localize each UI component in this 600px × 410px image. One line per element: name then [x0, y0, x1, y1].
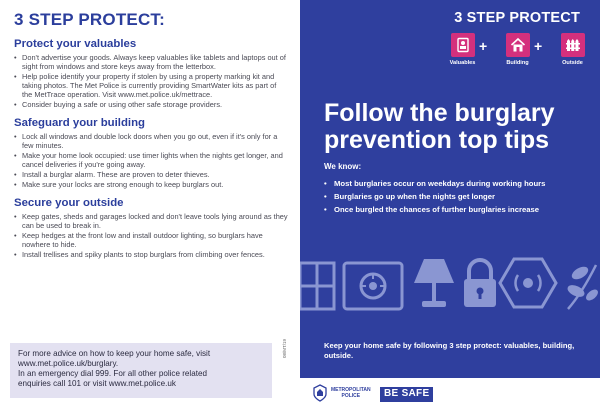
lamp-icon: [414, 259, 454, 307]
bullet-item: • Consider buying a safe or using other safe storage providers.: [14, 100, 288, 109]
three-step-icons: [445, 33, 590, 81]
met-police-logo: [312, 384, 371, 402]
headline-line: prevention top tips: [324, 126, 549, 154]
bullet-list: [14, 53, 288, 109]
step-label: Valuables: [449, 60, 476, 66]
closing-text: Keep your home safe by following 3 step protect: valuables, building, outside.: [324, 341, 575, 360]
advice-line: In an emergency dial 999. For all other police related: [18, 369, 207, 378]
house-icon: [506, 33, 530, 57]
bullet-item: • Keep gates, sheds and garages locked and don't leave tools lying around as they can be used to break in.: [14, 212, 288, 230]
step-valuables: [445, 33, 480, 66]
fact-item: • Burglaries go up when the nights get longer: [324, 192, 564, 202]
met-line: METROPOLITAN: [331, 387, 371, 393]
valuables-icon: [451, 33, 475, 57]
facts-list: [324, 179, 564, 218]
advice-box: [10, 343, 272, 398]
we-know-label: We know:: [324, 162, 362, 171]
bullet-list: [14, 132, 288, 189]
section-valuables: [14, 38, 288, 109]
fact-item: • Once burgled the chances of further burglaries increase: [324, 205, 564, 215]
step-label: Outside: [562, 60, 583, 66]
be-safe-logo: BE SAFE: [380, 387, 433, 402]
step-building: [500, 33, 535, 66]
fence-icon: [561, 33, 585, 57]
safe-icon: [344, 263, 402, 309]
met-line: POLICE: [341, 393, 361, 399]
step-outside: [555, 33, 590, 66]
bullet-item: • Install trellises and spiky plants to stop burglars from climbing over fences.: [14, 250, 288, 259]
section-building: [14, 117, 288, 189]
section-heading: Safeguard your building: [14, 117, 145, 130]
bullet-item: • Make sure your locks are strong enough to keep burglars out.: [14, 180, 288, 189]
bullet-list: [14, 212, 288, 259]
crest-icon: [312, 384, 328, 402]
headline-line: Follow the burglary: [324, 99, 555, 127]
section-heading: Protect your valuables: [14, 38, 137, 50]
met-police-wordmark: [331, 387, 371, 399]
fact-item: • Most burglaries occur on weekdays during working hours: [324, 179, 564, 189]
plus-icon: +: [534, 38, 543, 54]
right-panel: [300, 0, 600, 410]
alarm-icon: [500, 259, 556, 307]
section-outside: [14, 197, 288, 259]
bullet-item: • Don't advertise your goods. Always keep valuables like tablets and laptops out of sight from windows and store keys away from the letterbox.: [14, 53, 288, 71]
step-label: Building: [506, 60, 529, 66]
footer: [300, 378, 600, 410]
section-heading: Secure your outside: [14, 196, 124, 209]
plus-icon: +: [479, 38, 488, 54]
security-illustrations: [300, 253, 600, 313]
plant-icon: [566, 264, 600, 309]
lock-icon: [464, 260, 496, 307]
left-title: 3 STEP PROTECT:: [14, 10, 165, 29]
advice-line: enquiries call 101 or visit www.met.police.uk: [18, 379, 176, 388]
advice-line: For more advice on how to keep your home safe, visit: [18, 349, 211, 358]
advice-link[interactable]: www.met.police.uk/burglary.: [18, 359, 119, 368]
print-code: 08/MT/19: [282, 338, 287, 358]
bullet-item: • Lock all windows and double lock doors when you go out, even if it's only for a few minutes.: [14, 132, 288, 150]
right-title: 3 STEP PROTECT: [454, 10, 580, 26]
bullet-item: • Keep hedges at the front low and install outdoor lighting, so burglars have nowhere to hide.: [14, 231, 288, 249]
bullet-item: • Install a burglar alarm. These are proven to deter thieves.: [14, 170, 288, 179]
window-icon: [300, 263, 334, 309]
bullet-item: • Help police identify your property if stolen by using a property marking kit and taking photos. The Met Police is currently providing SmartWater kits as part of the MetTrace operation. Visit www.met.police.uk/mettrace.: [14, 72, 288, 100]
headline: [324, 100, 594, 154]
bullet-item: • Make your home look occupied: use timer lights when the nights get longer, and cancel deliveries if you're going away.: [14, 151, 288, 169]
